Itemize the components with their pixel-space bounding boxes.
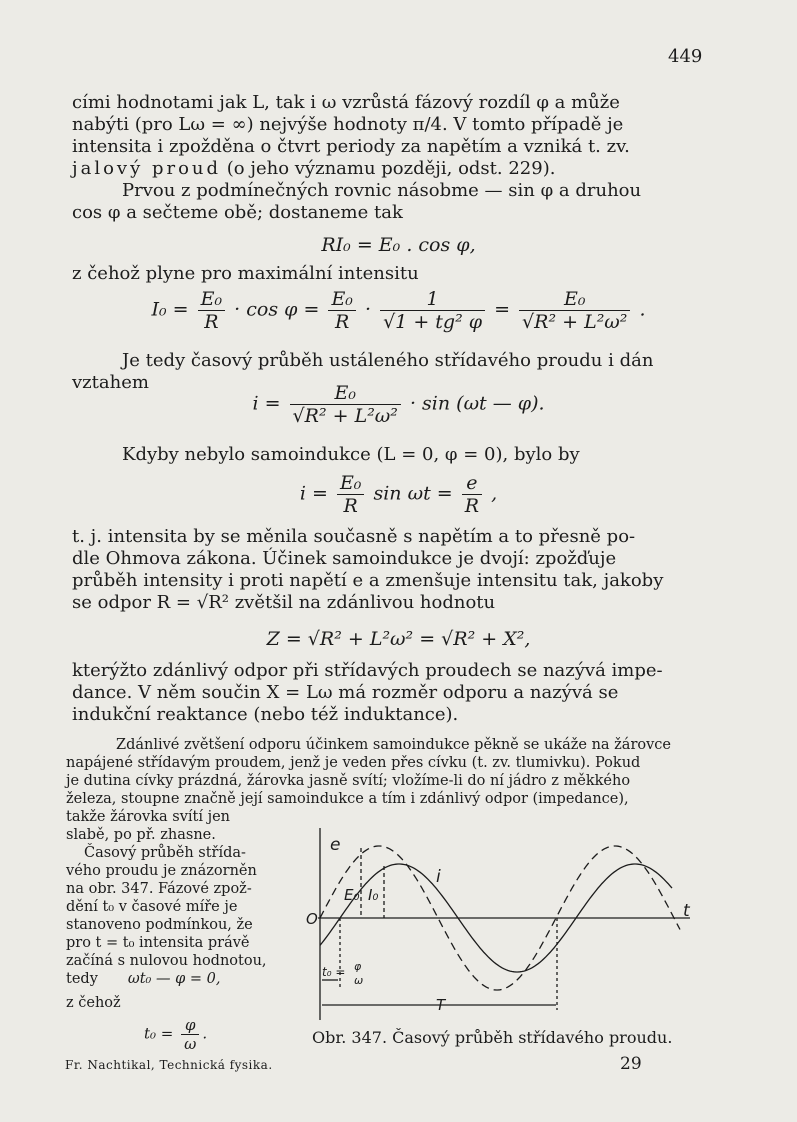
paragraph-effect: [72, 526, 700, 614]
text-line: indukční reaktance (nebo též induktance).: [72, 704, 459, 725]
paragraph-multiply: [72, 180, 700, 224]
text-line: Kdyby nebylo samoindukce (L = 0, φ = 0), bylo by: [122, 444, 580, 465]
denominator: R: [343, 495, 358, 517]
text-line: nabýti (pro Lω = ∞) nejvýše hodnoty π/4. V tomto případě je: [72, 114, 624, 135]
fraction: [462, 472, 482, 517]
eq-part: t₀ =: [144, 1024, 174, 1043]
numerator: E₀: [519, 288, 630, 311]
eq-part: ·: [364, 298, 372, 321]
text-line: cos φ a sečteme obě; dostaneme tak: [72, 202, 403, 223]
text-line: Prvou z podmínečných rovnic násobme — sin φ a druhou: [122, 180, 642, 201]
label-e0: E₀: [344, 886, 360, 904]
label-e: e: [330, 835, 341, 855]
label-phi: φ: [354, 960, 362, 973]
text-line: intensita i zpožděna o čtvrt periody za napětím a vzniká t. zv.: [72, 136, 630, 157]
fraction: [337, 472, 365, 517]
small-line: je dutina cívky prázdná, žárovka jasně svítí; vložíme-li do ní jádro z měkkého: [66, 773, 631, 789]
small-line: Časový průběh střída-: [84, 845, 246, 861]
numerator: E₀: [328, 288, 356, 311]
text-line: t. j. intensita by se měnila současně s napětím a to přesně po-: [72, 526, 636, 547]
text-line: cími hodnotami jak L, tak i ω vzrůstá fázový rozdíl φ a může: [72, 92, 620, 113]
fraction: [519, 288, 630, 333]
equation-current: [0, 382, 797, 427]
small-line: [66, 970, 296, 988]
paragraph-phase: [72, 92, 700, 180]
denominator: R: [464, 495, 480, 517]
denominator: R: [204, 311, 219, 333]
small-line: takže žárovka svítí jen: [66, 809, 231, 825]
eq-part: .: [202, 1024, 208, 1043]
text-line: se odpor R = √R² zvětšil na zdánlivou hodnotu: [72, 592, 496, 613]
text-max-intensity: z čehož plyne pro maximální intensitu: [72, 263, 419, 284]
text-line: kterýžto zdánlivý odpor při střídavých proudech se nazývá impe-: [72, 660, 663, 681]
small-print-column: [66, 808, 296, 1053]
numerator: 1: [380, 288, 485, 311]
text-line: dle Ohmova zákona. Účinek samoindukce je dvojí: zpožďuje: [72, 548, 617, 569]
paragraph-no-inductance: [72, 444, 700, 466]
denominator: ω: [184, 1035, 197, 1053]
small-line: slabě, po př. zhasne.: [66, 827, 216, 843]
denominator: √R² + L²ω²: [292, 405, 398, 427]
numerator: E₀: [198, 288, 226, 311]
text-fragment: (o jeho významu později, odst. 229).: [226, 158, 556, 179]
fraction: [198, 288, 226, 333]
eq-part: I₀ =: [151, 298, 189, 321]
eq-part: i =: [299, 482, 328, 505]
numerator: E₀: [337, 472, 365, 495]
small-line: Zdánlivé zvětšení odporu účinkem samoindukce pěkně se ukáže na žárovce: [116, 737, 672, 753]
small-line: napájené střídavým proudem, jenž je veden přes cívku (t. zv. tlumivku). Pokud: [66, 755, 641, 771]
eq-part: i =: [252, 392, 281, 415]
text-line: Je tedy časový průběh ustáleného střídavého proudu i dán: [122, 350, 654, 371]
numerator: E₀: [290, 382, 401, 405]
label-t0: t₀ =: [322, 965, 346, 979]
numerator: e: [462, 472, 482, 495]
paragraph-impedance: [72, 660, 700, 726]
label-period: T: [436, 996, 446, 1014]
small-line: železa, stoupne značně její samoindukce a tím i zdánlivý odpor (impedance),: [66, 791, 629, 807]
small-line: z čehož: [66, 995, 121, 1011]
small-line: vého proudu je znázorněn: [66, 863, 257, 879]
eq-part: .: [639, 298, 646, 321]
text-line: vztahem: [72, 372, 149, 393]
equation-impedance: Z = √R² + L²ω² = √R² + X²,: [266, 628, 531, 650]
eq-part: ,: [491, 482, 498, 505]
text-line: [72, 158, 700, 180]
eq-part: · cos φ =: [234, 298, 320, 321]
eq-part: =: [494, 298, 510, 321]
eq-part: · sin (ωt — φ).: [409, 392, 545, 415]
footer-author: Fr. Nachtikal, Technická fysika.: [65, 1058, 273, 1072]
denominator: R: [335, 311, 350, 333]
footer-signature: 29: [620, 1054, 642, 1074]
small-equation: ωt₀ — φ = 0,: [127, 971, 221, 987]
label-i0: I₀: [368, 886, 379, 904]
denominator: √1 + tg² φ: [383, 311, 483, 333]
label-omega: ω: [354, 974, 364, 987]
equation-i0: [0, 288, 797, 333]
small-line: na obr. 347. Fázové zpož-: [66, 881, 252, 897]
figure-caption: Obr. 347. Časový průběh střídavého proudu.: [312, 1028, 673, 1047]
page-number: 449: [668, 46, 703, 67]
text-line: dance. V něm součin X = Lω má rozměr odporu a nazývá se: [72, 682, 619, 703]
label-origin: O: [306, 910, 318, 928]
numerator: φ: [181, 1016, 199, 1035]
fraction: [328, 288, 356, 333]
small-print-block: [66, 736, 702, 808]
small-line: dění t₀ v časové míře je: [66, 899, 238, 915]
equation-ri0: RI₀ = E₀ . cos φ,: [321, 234, 476, 256]
denominator: √R² + L²ω²: [522, 311, 628, 333]
figure-ac-waveform: [300, 820, 700, 1025]
label-t: t: [683, 901, 690, 921]
term-jalovy-proud: jalový proud: [72, 158, 222, 179]
fraction: [181, 1016, 199, 1053]
equation-ohm: [0, 472, 797, 517]
text-fragment: tedy: [66, 971, 98, 987]
small-line: začíná s nulovou hodnotou,: [66, 953, 267, 969]
label-i: i: [436, 867, 441, 887]
small-line: pro t = t₀ intensita právě: [66, 935, 250, 951]
small-equation-t0: [144, 1016, 296, 1053]
small-line: stanoveno podmínkou, že: [66, 917, 253, 933]
fraction: [380, 288, 485, 333]
eq-part: sin ωt =: [373, 482, 453, 505]
text-line: průběh intensity i proti napětí e a zmenšuje intensitu tak, jakoby: [72, 570, 664, 591]
fraction: [290, 382, 401, 427]
